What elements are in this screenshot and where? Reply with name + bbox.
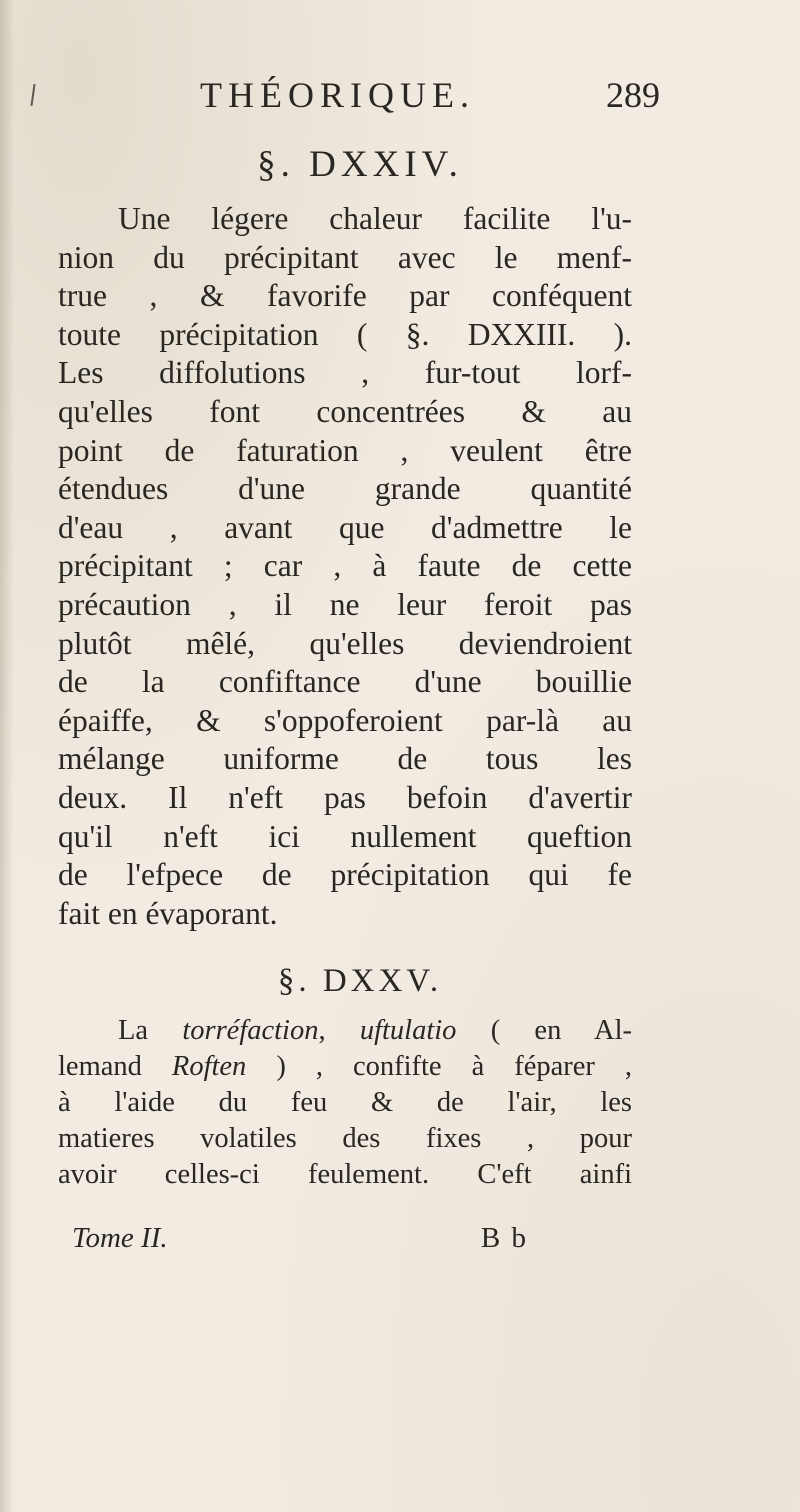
text-line: fait en évaporant. xyxy=(58,895,278,931)
paragraph-dxxiv xyxy=(58,200,632,933)
text-span: lemand xyxy=(58,1051,142,1083)
text-line: nion du précipitant avec le menf- xyxy=(58,239,632,275)
section-heading-dxxv: §. DXXV. xyxy=(277,963,443,1000)
text-line: deux. Il n'eft pas befoin d'avertir xyxy=(58,779,632,815)
text-line: qu'il n'eft ici nullement queftion xyxy=(58,818,632,854)
main-text xyxy=(58,132,632,1193)
text-line xyxy=(58,1049,632,1085)
section-heading-dxxiv: §. DXXIV. xyxy=(257,144,463,185)
text-line: Une légere chaleur facilite l'u- xyxy=(118,201,632,236)
italic-term: torréfaction xyxy=(182,1015,319,1047)
text-span: ) , confifte à féparer , xyxy=(276,1051,632,1083)
margin-pencil-mark xyxy=(30,84,35,106)
text-line: étendues d'une grande quantité xyxy=(58,471,632,507)
text-line: qu'elles font concentrées & au xyxy=(58,393,632,429)
page-number: 289 xyxy=(606,75,660,115)
text-line: précipitant ; car , à faute de cette xyxy=(58,548,632,584)
running-head xyxy=(200,72,660,118)
running-title: THÉORIQUE. xyxy=(200,75,475,115)
page-gutter-shadow xyxy=(0,0,14,1512)
text-line: épaiffe, & s'oppoferoient par-là au xyxy=(58,702,632,738)
italic-latin-term: uftulatio xyxy=(359,1015,457,1047)
text-line: avoir celles-ci feulement. C'eft ainfi xyxy=(58,1159,632,1191)
text-line: matieres volatiles des fixes , pour xyxy=(58,1123,632,1155)
text-line: de l'efpece de précipitation qui fe xyxy=(58,857,632,893)
text-span: La xyxy=(118,1015,149,1047)
italic-german-term: Roften xyxy=(171,1051,247,1083)
text-line: Les diffolutions , fur-tout lorf- xyxy=(58,355,632,391)
text-line: précaution , il ne leur feroit pas xyxy=(58,586,632,622)
paragraph-dxxv xyxy=(58,1013,632,1193)
text-line: point de faturation , veulent être xyxy=(58,432,632,468)
text-line: à l'aide du feu & de l'air, les xyxy=(58,1087,632,1119)
text-line xyxy=(58,1013,632,1049)
text-line: mélange uniforme de tous les xyxy=(58,741,632,777)
text-line: de la confiftance d'une bouillie xyxy=(58,664,632,700)
page-footer xyxy=(72,1218,528,1260)
text-span: ( en Al- xyxy=(490,1015,632,1047)
printer-signature-mark: B b xyxy=(480,1222,528,1254)
volume-label: Tome II. xyxy=(72,1222,168,1254)
text-line: true , & favorife par conféquent xyxy=(58,278,632,314)
text-line: plutôt mêlé, qu'elles deviendroient xyxy=(58,625,632,661)
text-line: toute précipitation ( §. DXXIII. ). xyxy=(58,316,632,352)
text-span: , xyxy=(318,1015,326,1047)
text-line: d'eau , avant que d'admettre le xyxy=(58,509,632,545)
